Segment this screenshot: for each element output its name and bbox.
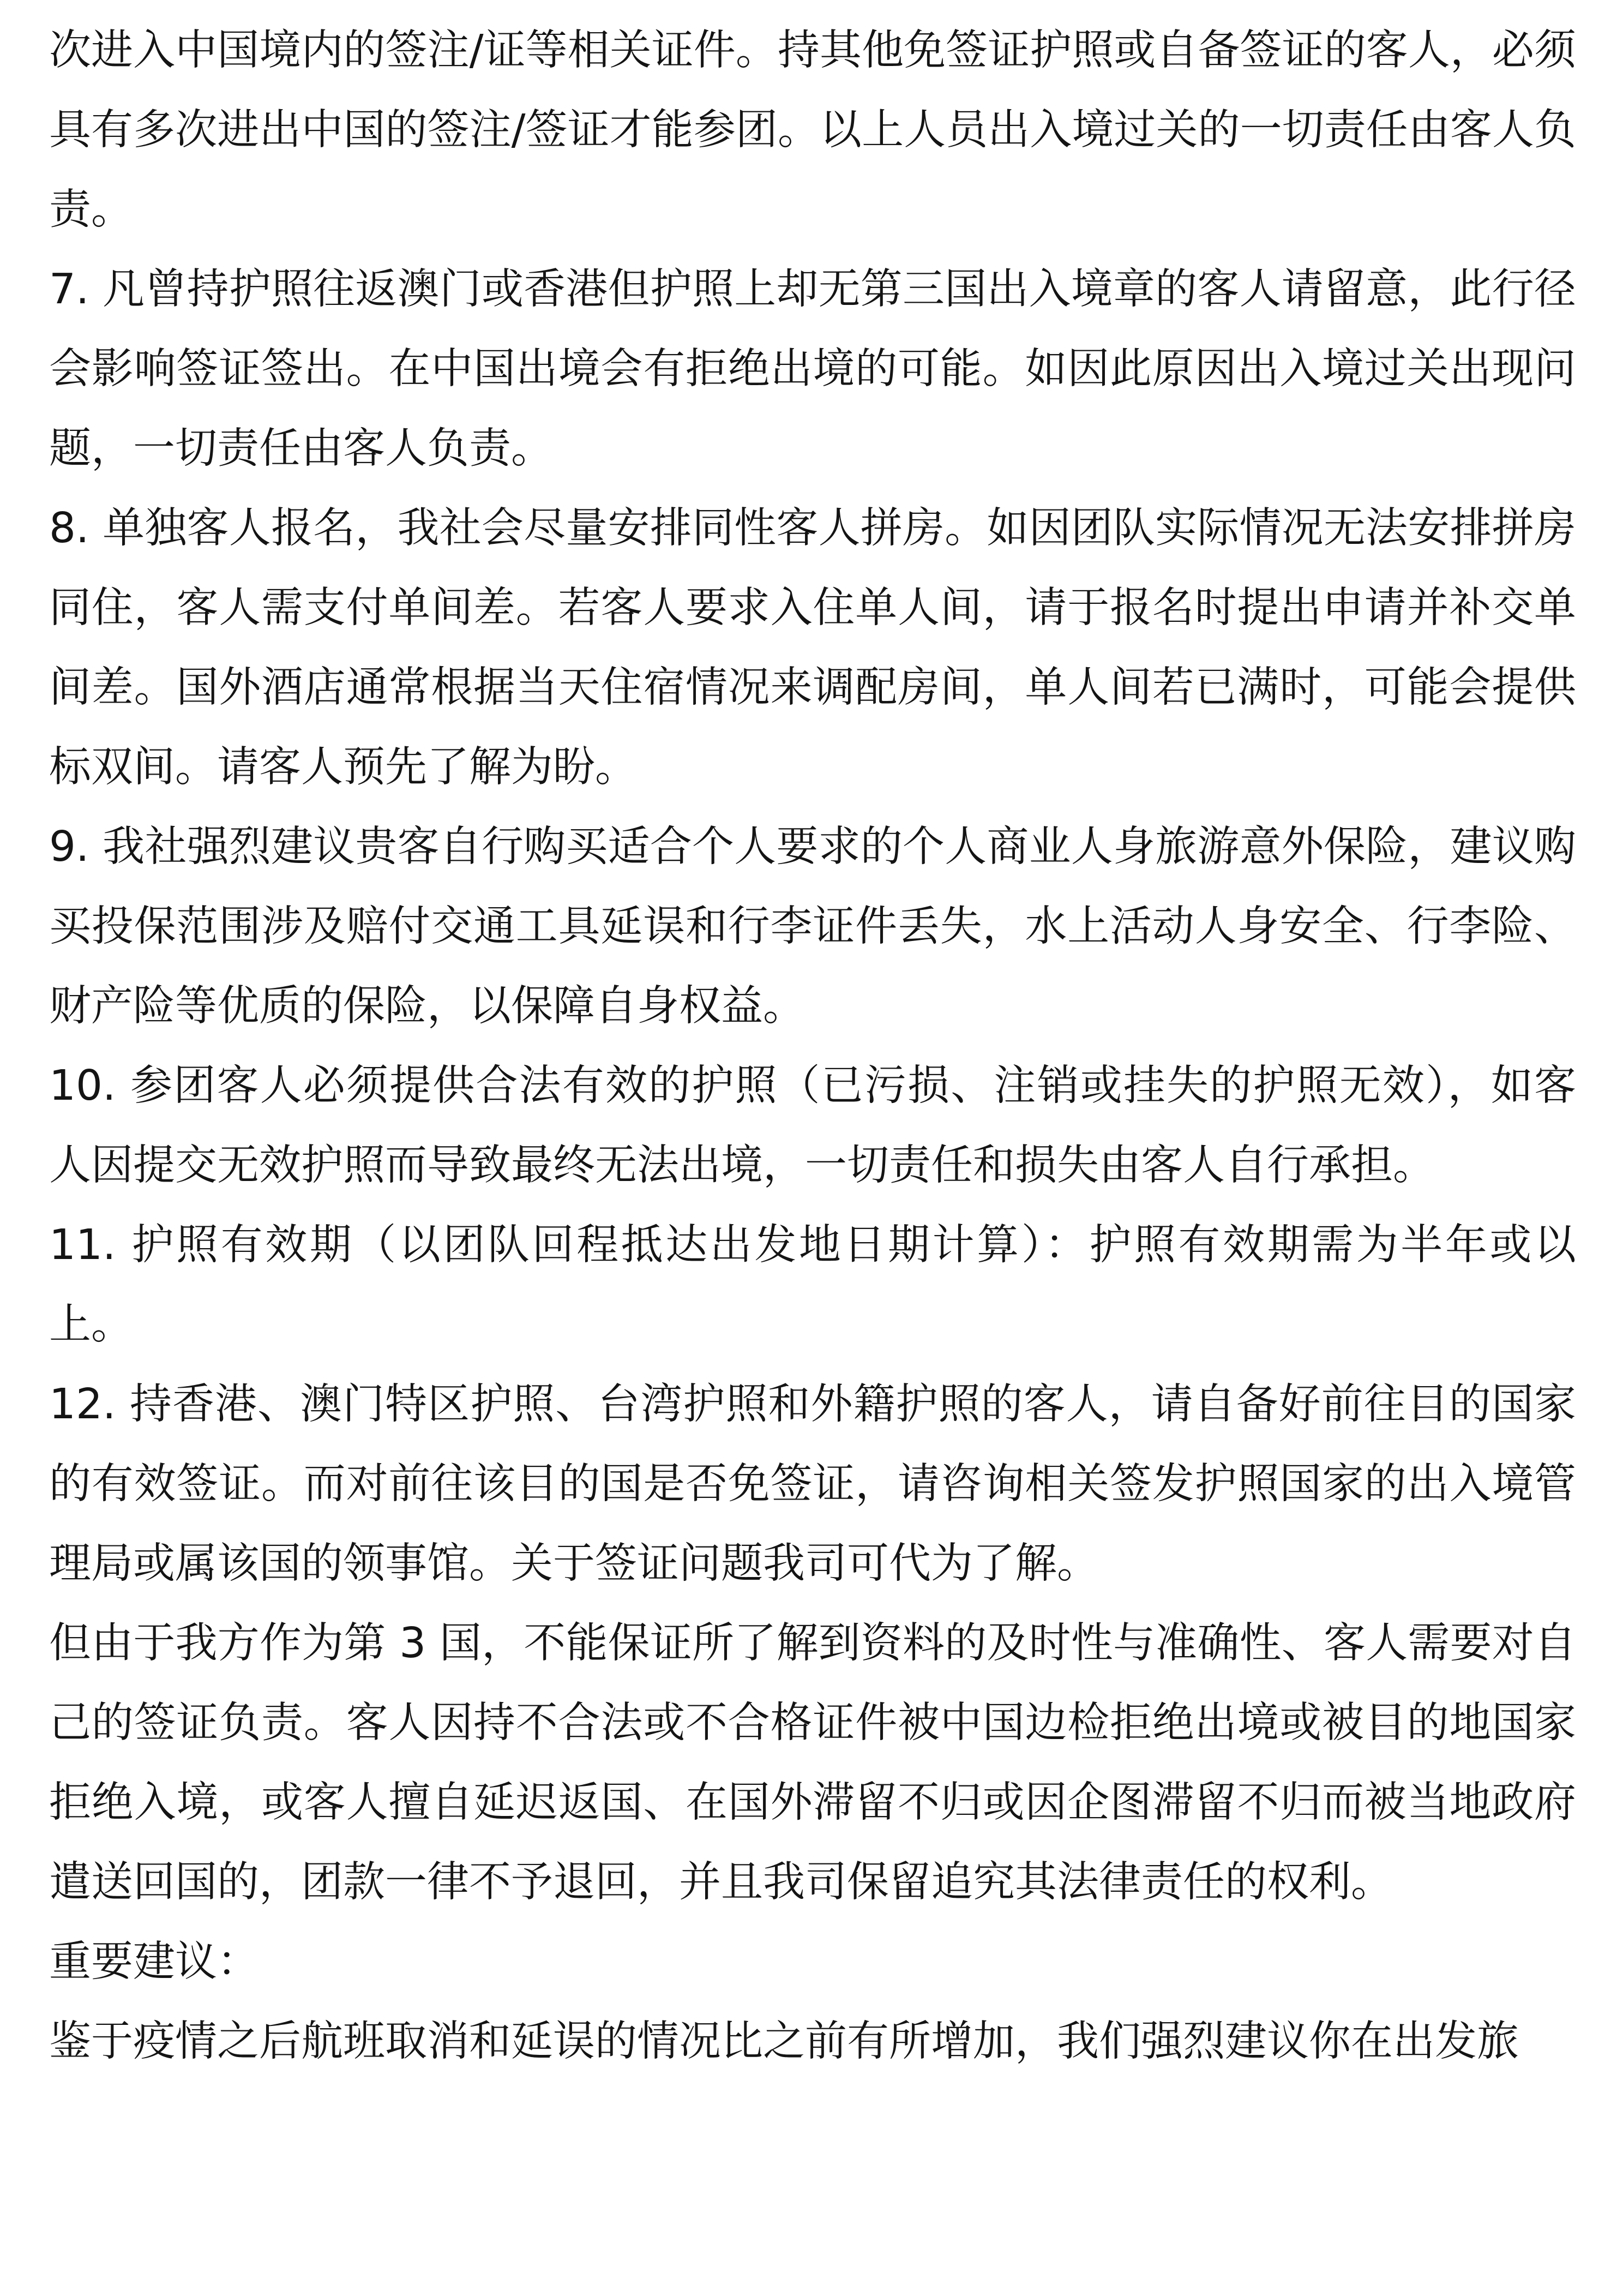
important-advice-heading: 重要建议： <box>49 1938 259 1986</box>
paragraph-visa-requirements-continued: 次进入中国境内的签注/证等相关证件。持其他免签证护照或自备签证的客人，必须具有多次进出中国的签注/签证才能参团。以上人员出入境过关的一切责任由客人负责。 <box>49 26 1576 234</box>
paragraph-item-7: 7. 凡曾持护照往返澳门或香港但护照上却无第三国出入境章的客人请留意，此行径会影响签证签出。在中国出境会有拒绝出境的可能。如因此原因出入境过关出现问题，一切责任由客人负责。 <box>49 265 1576 473</box>
paragraph-item-8: 8. 单独客人报名，我社会尽量安排同性客人拼房。如因团队实际情况无法安排拼房同住，客人需支付单间差。若客人要求入住单人间，请于报名时提出申请并补交单间差。国外酒店通常根据当天住宿情况来调配房间，单人间若已满时，可能会提供标双间。请客人预先了解为盼。 <box>49 504 1576 792</box>
paragraph-third-country-disclaimer: 但由于我方作为第 3 国，不能保证所了解到资料的及时性与准确性、客人需要对自己的签证负责。客人因持不合法或不合格证件被中国边检拒绝出境或被目的地国家拒绝入境，或客人擅自延迟返国、在国外滞留不归或因企图滞留不归而被当地政府遣送回国的，团款一律不予退回，并且我司保留追究其法律责任的权利。 <box>49 1619 1576 1907</box>
paragraph-item-11: 11. 护照有效期（以团队回程抵达出发地日期计算）：护照有效期需为半年或以上。 <box>49 1221 1576 1349</box>
document-page <box>49 11 1576 2082</box>
paragraph-item-9: 9. 我社强烈建议贵客自行购买适合个人要求的个人商业人身旅游意外保险，建议购买投保范围涉及赔付交通工具延误和行李证件丢失，水上活动人身安全、行李险、财产险等优质的保险，以保障自身权益。 <box>49 823 1576 1030</box>
paragraph-item-10: 10. 参团客人必须提供合法有效的护照（已污损、注销或挂失的护照无效），如客人因提交无效护照而导致最终无法出境，一切责任和损失由客人自行承担。 <box>49 1062 1576 1190</box>
paragraph-item-12: 12. 持香港、澳门特区护照、台湾护照和外籍护照的客人，请自备好前往目的国家的有效签证。而对前往该目的国是否免签证，请咨询相关签发护照国家的出入境管理局或属该国的领事馆。关于签证问题我司可代为了解。 <box>49 1380 1576 1588</box>
paragraph-flight-advice: 鉴于疫情之后航班取消和延误的情况比之前有所增加，我们强烈建议你在出发旅 <box>49 2017 1519 2066</box>
